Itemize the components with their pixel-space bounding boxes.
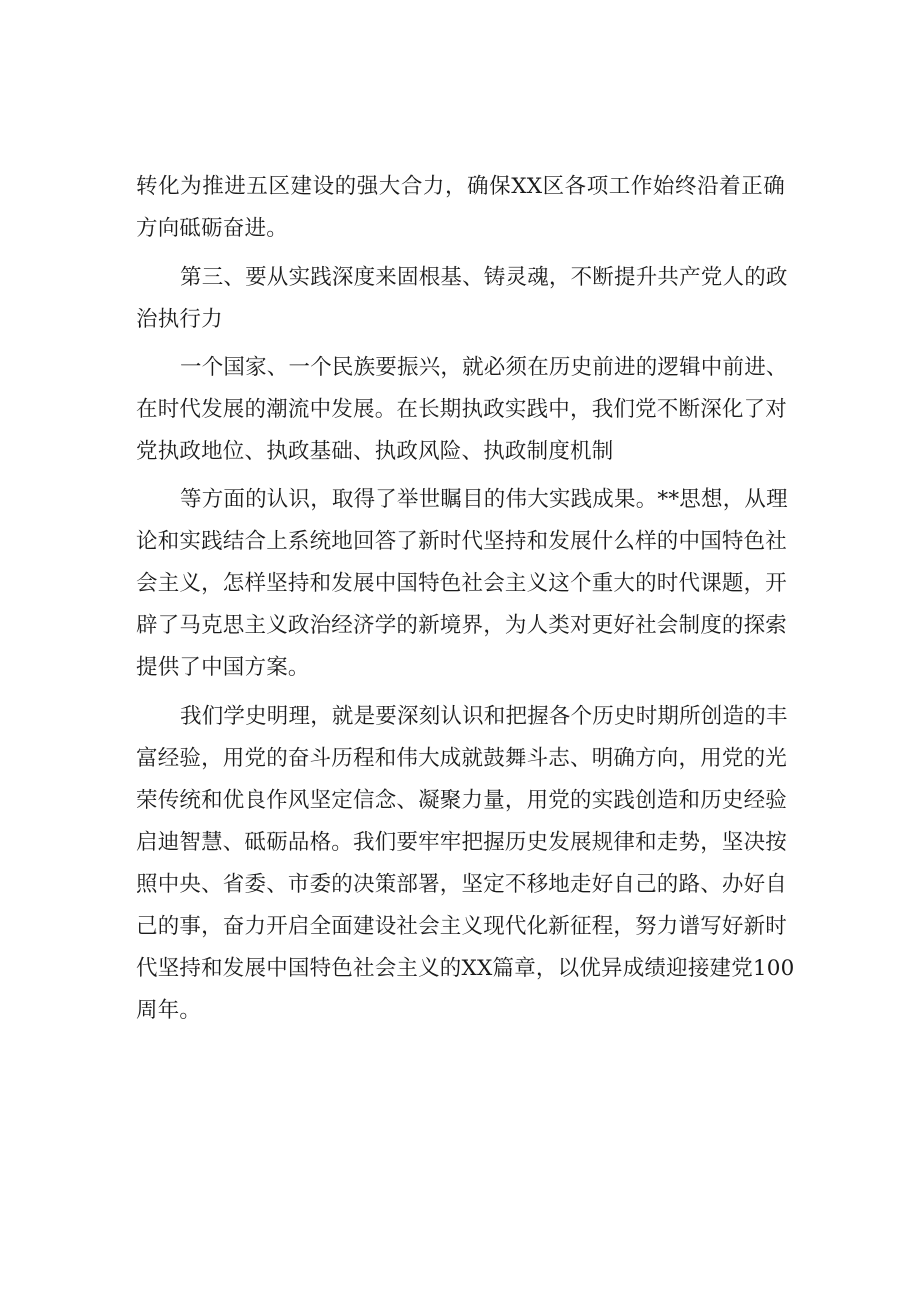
paragraph-3-line-2: 在时代发展的潮流中发展。在长期执政实践中，我们党不断深化了对 bbox=[136, 397, 788, 422]
paragraph-1-line-1: 转化为推进五区建设的强大合力，确保XX区各项工作始终沿着正确 bbox=[136, 174, 785, 199]
paragraph-5-line-6: 己的事，奋力开启全面建设社会主义现代化新征程，努力谱写好新时 bbox=[136, 914, 788, 939]
paragraph-4-line-4: 辟了马克思主义政治经济学的新境界，为人类对更好社会制度的探索 bbox=[136, 613, 788, 638]
paragraph-4-line-1: 等方面的认识，取得了举世瞩目的伟大实践成果。**思想，从理 bbox=[180, 487, 788, 512]
paragraph-4-line-5: 提供了中国方案。 bbox=[136, 655, 310, 680]
paragraph-3-line-3: 党执政地位、执政基础、执政风险、执政制度机制 bbox=[136, 439, 614, 464]
paragraph-5-line-2: 富经验，用党的奋斗历程和伟大成就鼓舞斗志、明确方向，用党的光 bbox=[136, 746, 788, 771]
paragraph-3-line-1: 一个国家、一个民族要振兴，就必须在历史前进的逻辑中前进、 bbox=[180, 355, 788, 380]
paragraph-5-line-5: 照中央、省委、市委的决策部署，坚定不移地走好自己的路、办好自 bbox=[136, 872, 788, 897]
paragraph-5-line-3: 荣传统和优良作风坚定信念、凝聚力量，用党的实践创造和历史经验 bbox=[136, 788, 788, 813]
paragraph-1-line-2: 方向砥砺奋进。 bbox=[136, 216, 288, 241]
paragraph-4-line-3: 会主义，怎样坚持和发展中国特色社会主义这个重大的时代课题，开 bbox=[136, 571, 788, 596]
paragraph-5-line-7: 代坚持和发展中国特色社会主义的XX篇章，以优异成绩迎接建党100 bbox=[136, 956, 795, 981]
paragraph-4-line-2: 论和实践结合上系统地回答了新时代坚持和发展什么样的中国特色社 bbox=[136, 529, 788, 554]
section-heading-line-1: 第三、要从实践深度来固根基、铸灵魂，不断提升共产党人的政 bbox=[180, 265, 788, 290]
paragraph-5-line-4: 启迪智慧、砥砺品格。我们要牢牢把握历史发展规律和走势，坚决按 bbox=[136, 830, 788, 855]
paragraph-5-line-8: 周年。 bbox=[136, 998, 202, 1023]
paragraph-5-line-1: 我们学史明理，就是要深刻认识和把握各个历史时期所创造的丰 bbox=[180, 704, 788, 729]
section-heading-line-2: 治执行力 bbox=[136, 307, 223, 332]
